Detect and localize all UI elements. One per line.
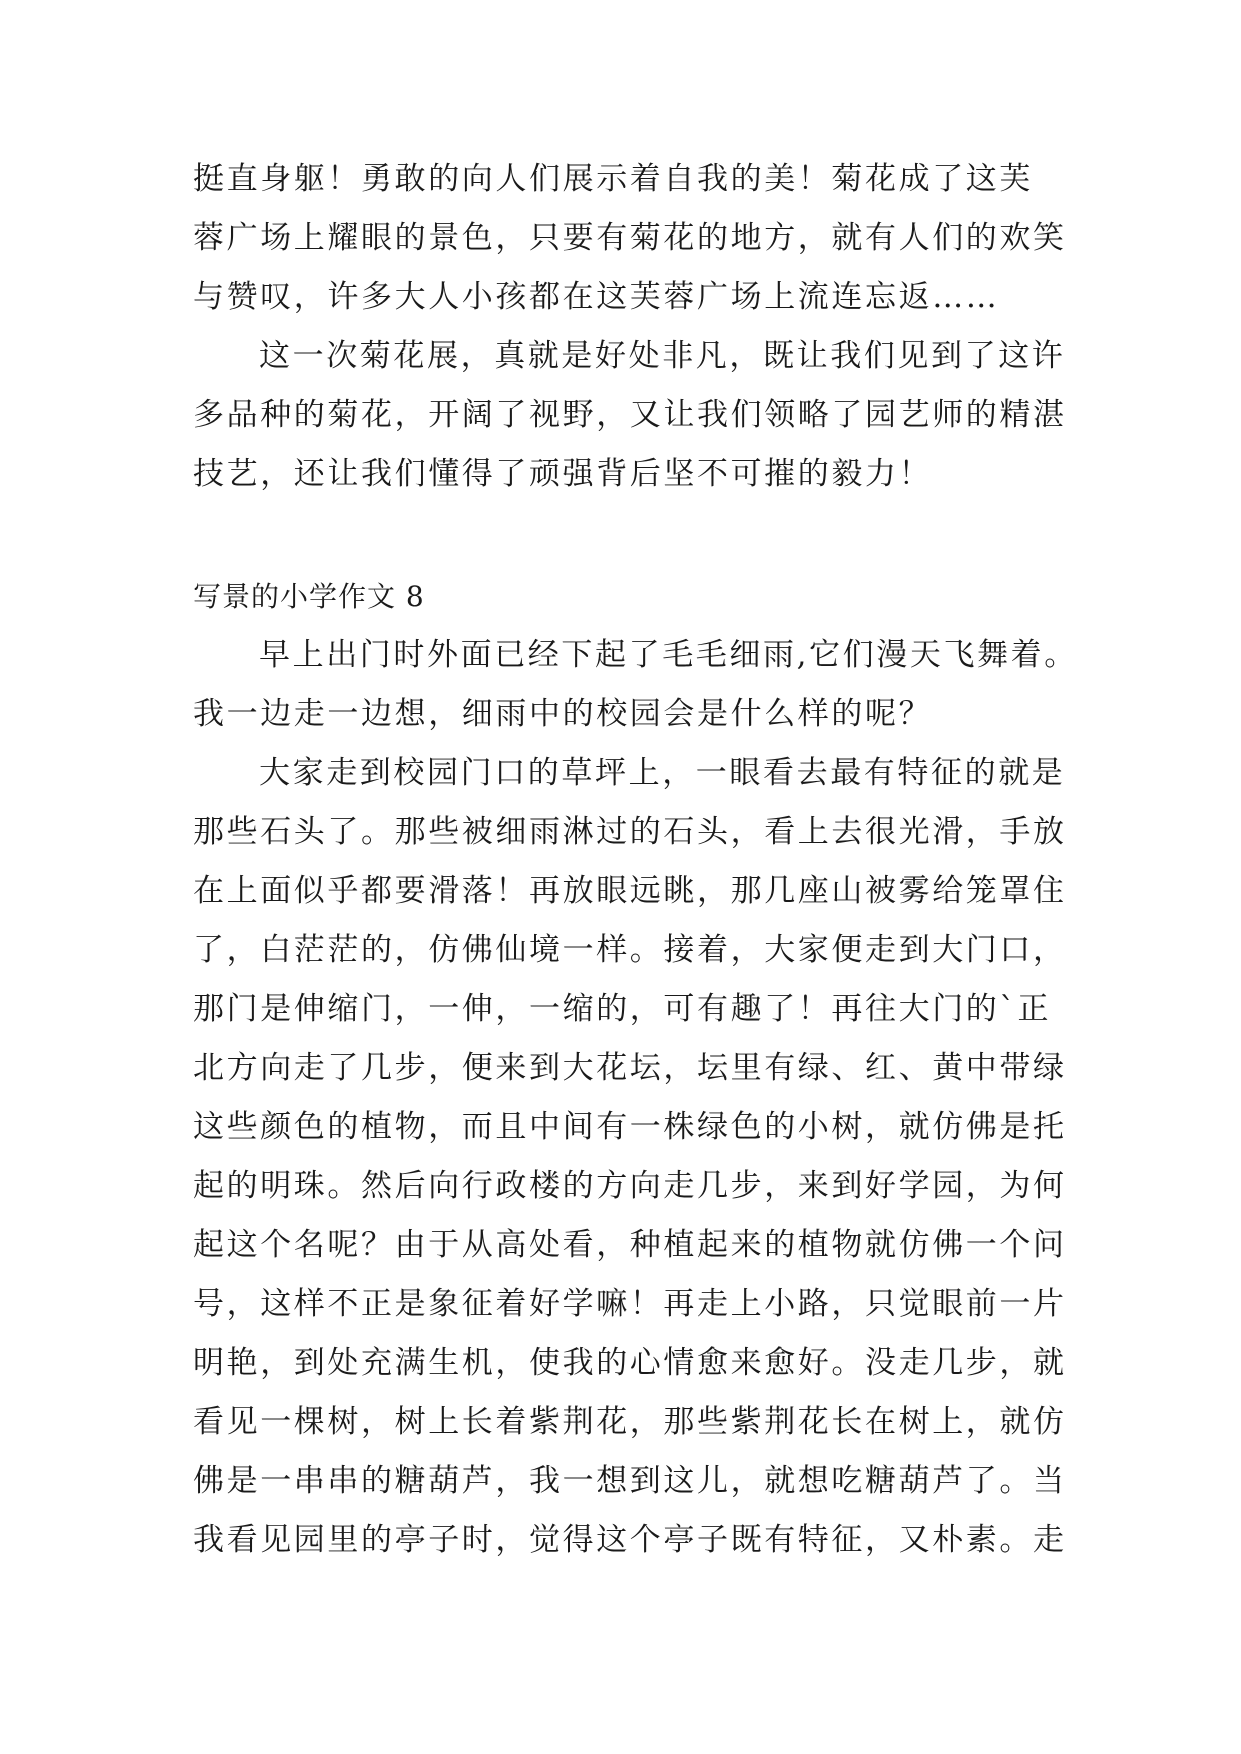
text-line: 明艳，到处充满生机，使我的心情愈来愈好。没走几步，就 — [193, 1345, 1067, 1381]
text-line: 起的明珠。然后向行政楼的方向走几步，来到好学园，为何 — [193, 1168, 1067, 1204]
text-line: 那门是伸缩门，一伸，一缩的，可有趣了！再往大门的`正 — [193, 991, 1052, 1027]
text-line: 早上出门时外面已经下起了毛毛细雨,它们漫天飞舞着。 — [259, 637, 1078, 673]
essay-paragraph-1 — [193, 626, 1078, 744]
text-line: 了，白茫茫的，仿佛仙境一样。接着，大家便走到大门口， — [193, 932, 1067, 968]
text-line: 佛是一串串的糖葫芦，我一想到这儿，就想吃糖葫芦了。当 — [193, 1463, 1067, 1499]
text-line: 多品种的菊花，开阔了视野，又让我们领略了园艺师的精湛 — [193, 397, 1067, 433]
text-line: 北方向走了几步，便来到大花坛，坛里有绿、红、黄中带绿 — [193, 1050, 1067, 1086]
text-line: 号，这样不正是象征着好学嘛！再走上小路，只觉眼前一片 — [193, 1286, 1067, 1322]
text-line: 与赞叹，许多大人小孩都在这芙蓉广场上流连忘返…… — [193, 279, 1000, 315]
conclusion-paragraph — [193, 327, 1067, 504]
document-page — [193, 150, 1078, 1570]
text-line: 起这个名呢？由于从高处看，种植起来的植物就仿佛一个问 — [193, 1227, 1067, 1263]
essay-title: 写景的小学作文 8 — [193, 580, 425, 613]
text-line: 在上面似乎都要滑落！再放眼远眺，那几座山被雾给笼罩住 — [193, 873, 1067, 909]
text-line: 我看见园里的亭子时，觉得这个亭子既有特征，又朴素。走 — [193, 1522, 1067, 1558]
text-line: 蓉广场上耀眼的景色，只要有菊花的地方，就有人们的欢笑 — [193, 220, 1067, 256]
text-line: 那些石头了。那些被细雨淋过的石头，看上去很光滑，手放 — [193, 814, 1067, 850]
text-line: 看见一棵树，树上长着紫荆花，那些紫荆花长在树上，就仿 — [193, 1404, 1067, 1440]
continuation-paragraph — [193, 150, 1067, 327]
text-line: 技艺，还让我们懂得了顽强背后坚不可摧的毅力！ — [193, 456, 933, 492]
text-line: 挺直身躯！勇敢的向人们展示着自我的美！菊花成了这芙 — [193, 161, 1033, 197]
text-line: 这一次菊花展，真就是好处非凡，既让我们见到了这许 — [259, 338, 1066, 374]
essay-paragraph-2 — [193, 744, 1067, 1570]
text-line: 大家走到校园门口的草坪上，一眼看去最有特征的就是 — [259, 755, 1066, 791]
text-line: 我一边走一边想，细雨中的校园会是什么样的呢？ — [193, 696, 933, 732]
text-line: 这些颜色的植物，而且中间有一株绿色的小树，就仿佛是托 — [193, 1109, 1067, 1145]
